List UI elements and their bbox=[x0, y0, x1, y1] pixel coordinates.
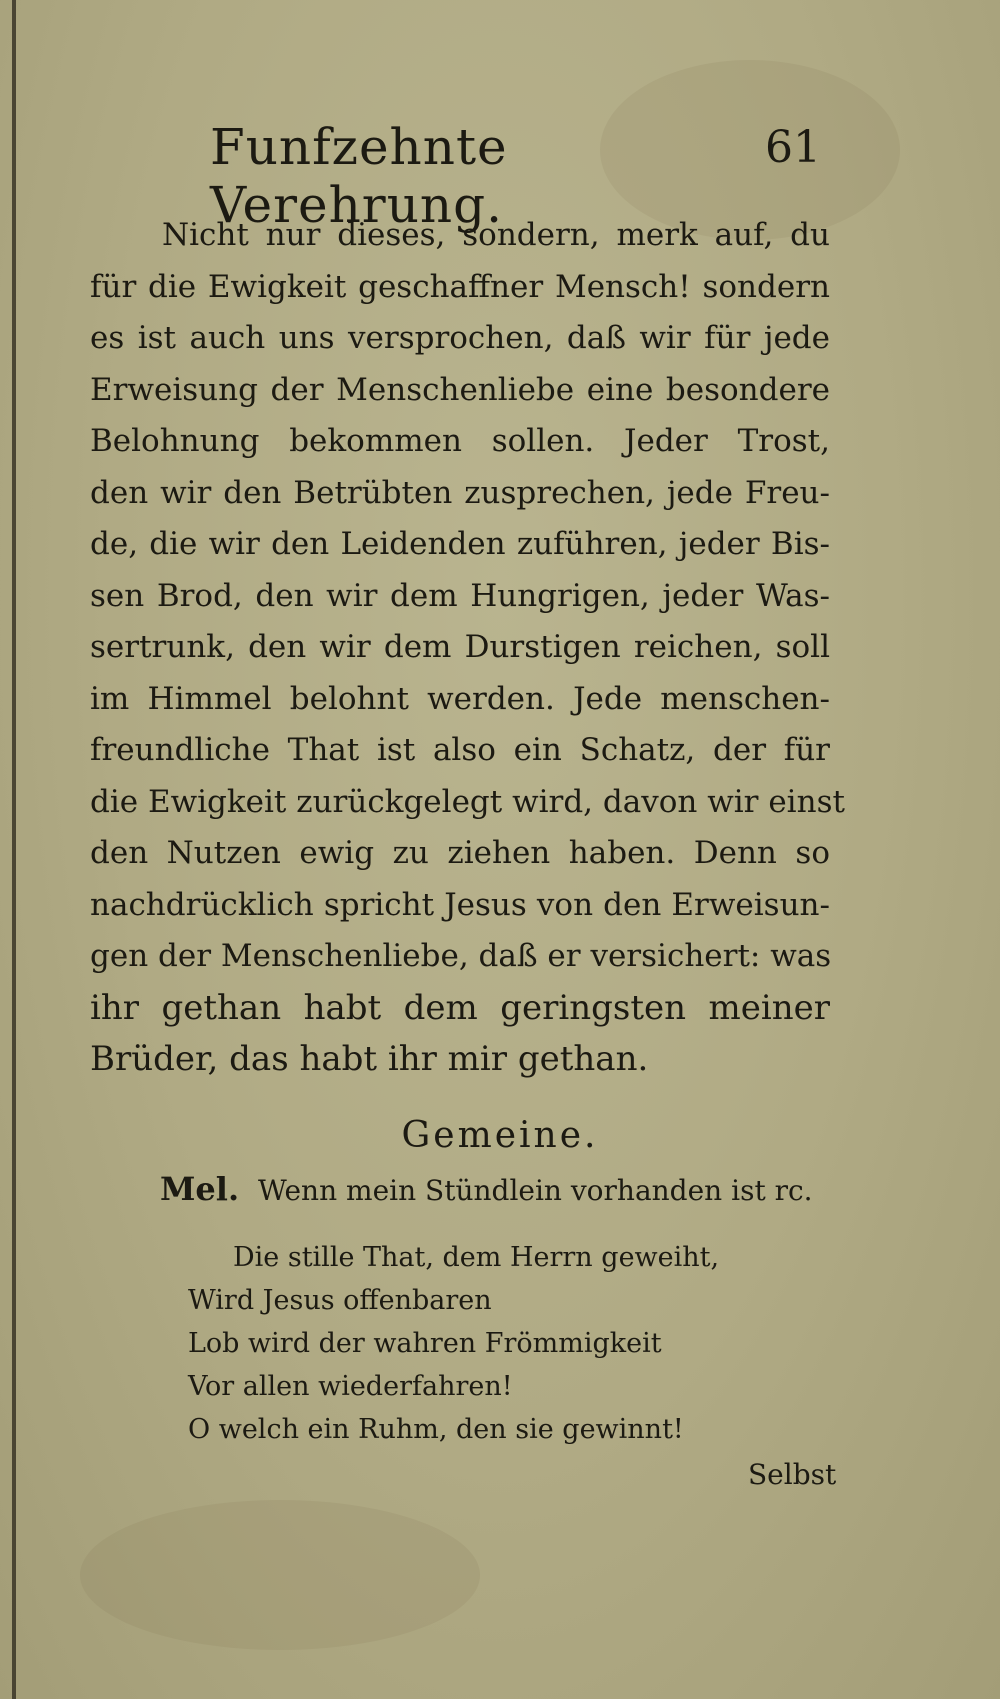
text-line: Nicht nur dieses, sondern, merk auf, du bbox=[162, 217, 830, 253]
text-line: Brüder, das habt ihr mir gethan. bbox=[90, 1039, 649, 1079]
text-line: ihr gethan habt dem geringsten meiner bbox=[90, 987, 830, 1028]
hymn-verse bbox=[188, 1236, 719, 1451]
text-line: gen der Menschenliebe, daß er versichert: was bbox=[90, 938, 832, 974]
text-line: Belohnung bekommen sollen. Jeder Trost, bbox=[90, 423, 830, 459]
text-line: die Ewigkeit zurückgelegt wird, davon wir einst bbox=[90, 783, 845, 820]
main-paragraph bbox=[90, 210, 845, 1086]
hymn-line: Lob wird der wahren Frömmigkeit bbox=[188, 1328, 662, 1359]
text-line: de, die wir den Leidenden zuführen, jeder Bis- bbox=[90, 526, 830, 562]
text-line: freundliche That ist also ein Schatz, der für bbox=[90, 732, 830, 768]
text-line: im Himmel belohnt werden. Jede menschen- bbox=[90, 680, 830, 717]
section-title: Gemeine. bbox=[401, 1115, 599, 1156]
melody-line bbox=[160, 1170, 813, 1208]
running-head: Funfzehnte Verehrung. bbox=[210, 118, 508, 234]
text-line: für die Ewigkeit geschaffner Mensch! sondern bbox=[90, 268, 830, 305]
text-line: den wir den Betrübten zusprechen, jede Freu- bbox=[90, 474, 830, 511]
text-line: es ist auch uns versprochen, daß wir für jede bbox=[90, 320, 830, 356]
hymn-line: Die stille That, dem Herrn geweiht, bbox=[233, 1242, 720, 1273]
hymn-line: O welch ein Ruhm, den sie gewinnt! bbox=[188, 1414, 684, 1445]
catchword: Selbst bbox=[748, 1458, 837, 1491]
melody-text: Wenn mein Stündlein vorhanden ist rc. bbox=[257, 1174, 813, 1207]
text-line: sertrunk, den wir dem Durstigen reichen, soll bbox=[90, 629, 830, 665]
text-line: Erweisung der Menschenliebe eine besondere bbox=[90, 371, 830, 408]
page-header bbox=[210, 118, 821, 234]
hymn-line: Wird Jesus offenbaren bbox=[188, 1285, 492, 1316]
text-line: sen Brod, den wir dem Hungrigen, jeder Was- bbox=[90, 577, 830, 614]
text-line: nachdrücklich spricht Jesus von den Erweisun- bbox=[90, 886, 830, 923]
page-number: 61 bbox=[765, 122, 821, 173]
paper-stain bbox=[80, 1500, 480, 1650]
page-edge-shadow bbox=[12, 0, 16, 1699]
melody-label: Mel. bbox=[160, 1170, 240, 1208]
text-line: den Nutzen ewig zu ziehen haben. Denn so bbox=[90, 835, 830, 871]
hymn-line: Vor allen wiederfahren! bbox=[188, 1371, 513, 1402]
